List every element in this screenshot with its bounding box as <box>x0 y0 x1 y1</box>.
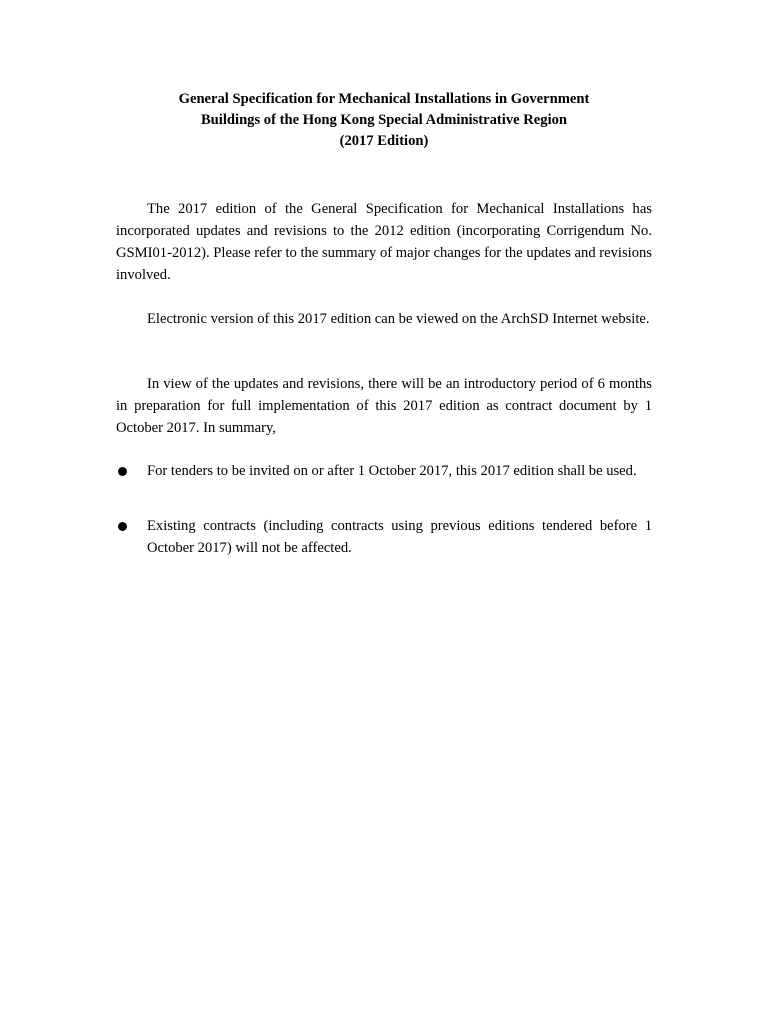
paragraph-edition-summary: The 2017 edition of the General Specification for Mechanical Installations has incorporated updates and revisions to the 2012 edition (incorporating Corrigendum No. GSMI01-2012). Please refer to the summary of major changes for the updates and revisions involved. <box>116 201 652 283</box>
bullet-text: Existing contracts (including contracts using previous editions tendered before 1 October 2017) will not be affected. <box>147 518 652 556</box>
paragraph-introductory-period: In view of the updates and revisions, there will be an introductory period of 6 months in preparation for full implementation of this 2017 edition as contract document by 1 October 2017. In summary, <box>116 376 652 436</box>
bullet-list-item <box>116 460 652 482</box>
document-title <box>116 89 652 152</box>
bullet-icon <box>118 522 127 531</box>
title-line: General Specification for Mechanical Installations in Government <box>178 91 590 107</box>
bullet-icon <box>118 467 127 476</box>
paragraph-electronic-version: Electronic version of this 2017 edition can be viewed on the ArchSD Internet website. <box>147 311 650 327</box>
bullet-text: For tenders to be invited on or after 1 October 2017, this 2017 edition shall be used. <box>147 463 637 479</box>
title-line: (2017 Edition) <box>339 133 429 149</box>
bullet-list-item <box>116 515 652 559</box>
title-line: Buildings of the Hong Kong Special Administrative Region <box>200 112 568 128</box>
